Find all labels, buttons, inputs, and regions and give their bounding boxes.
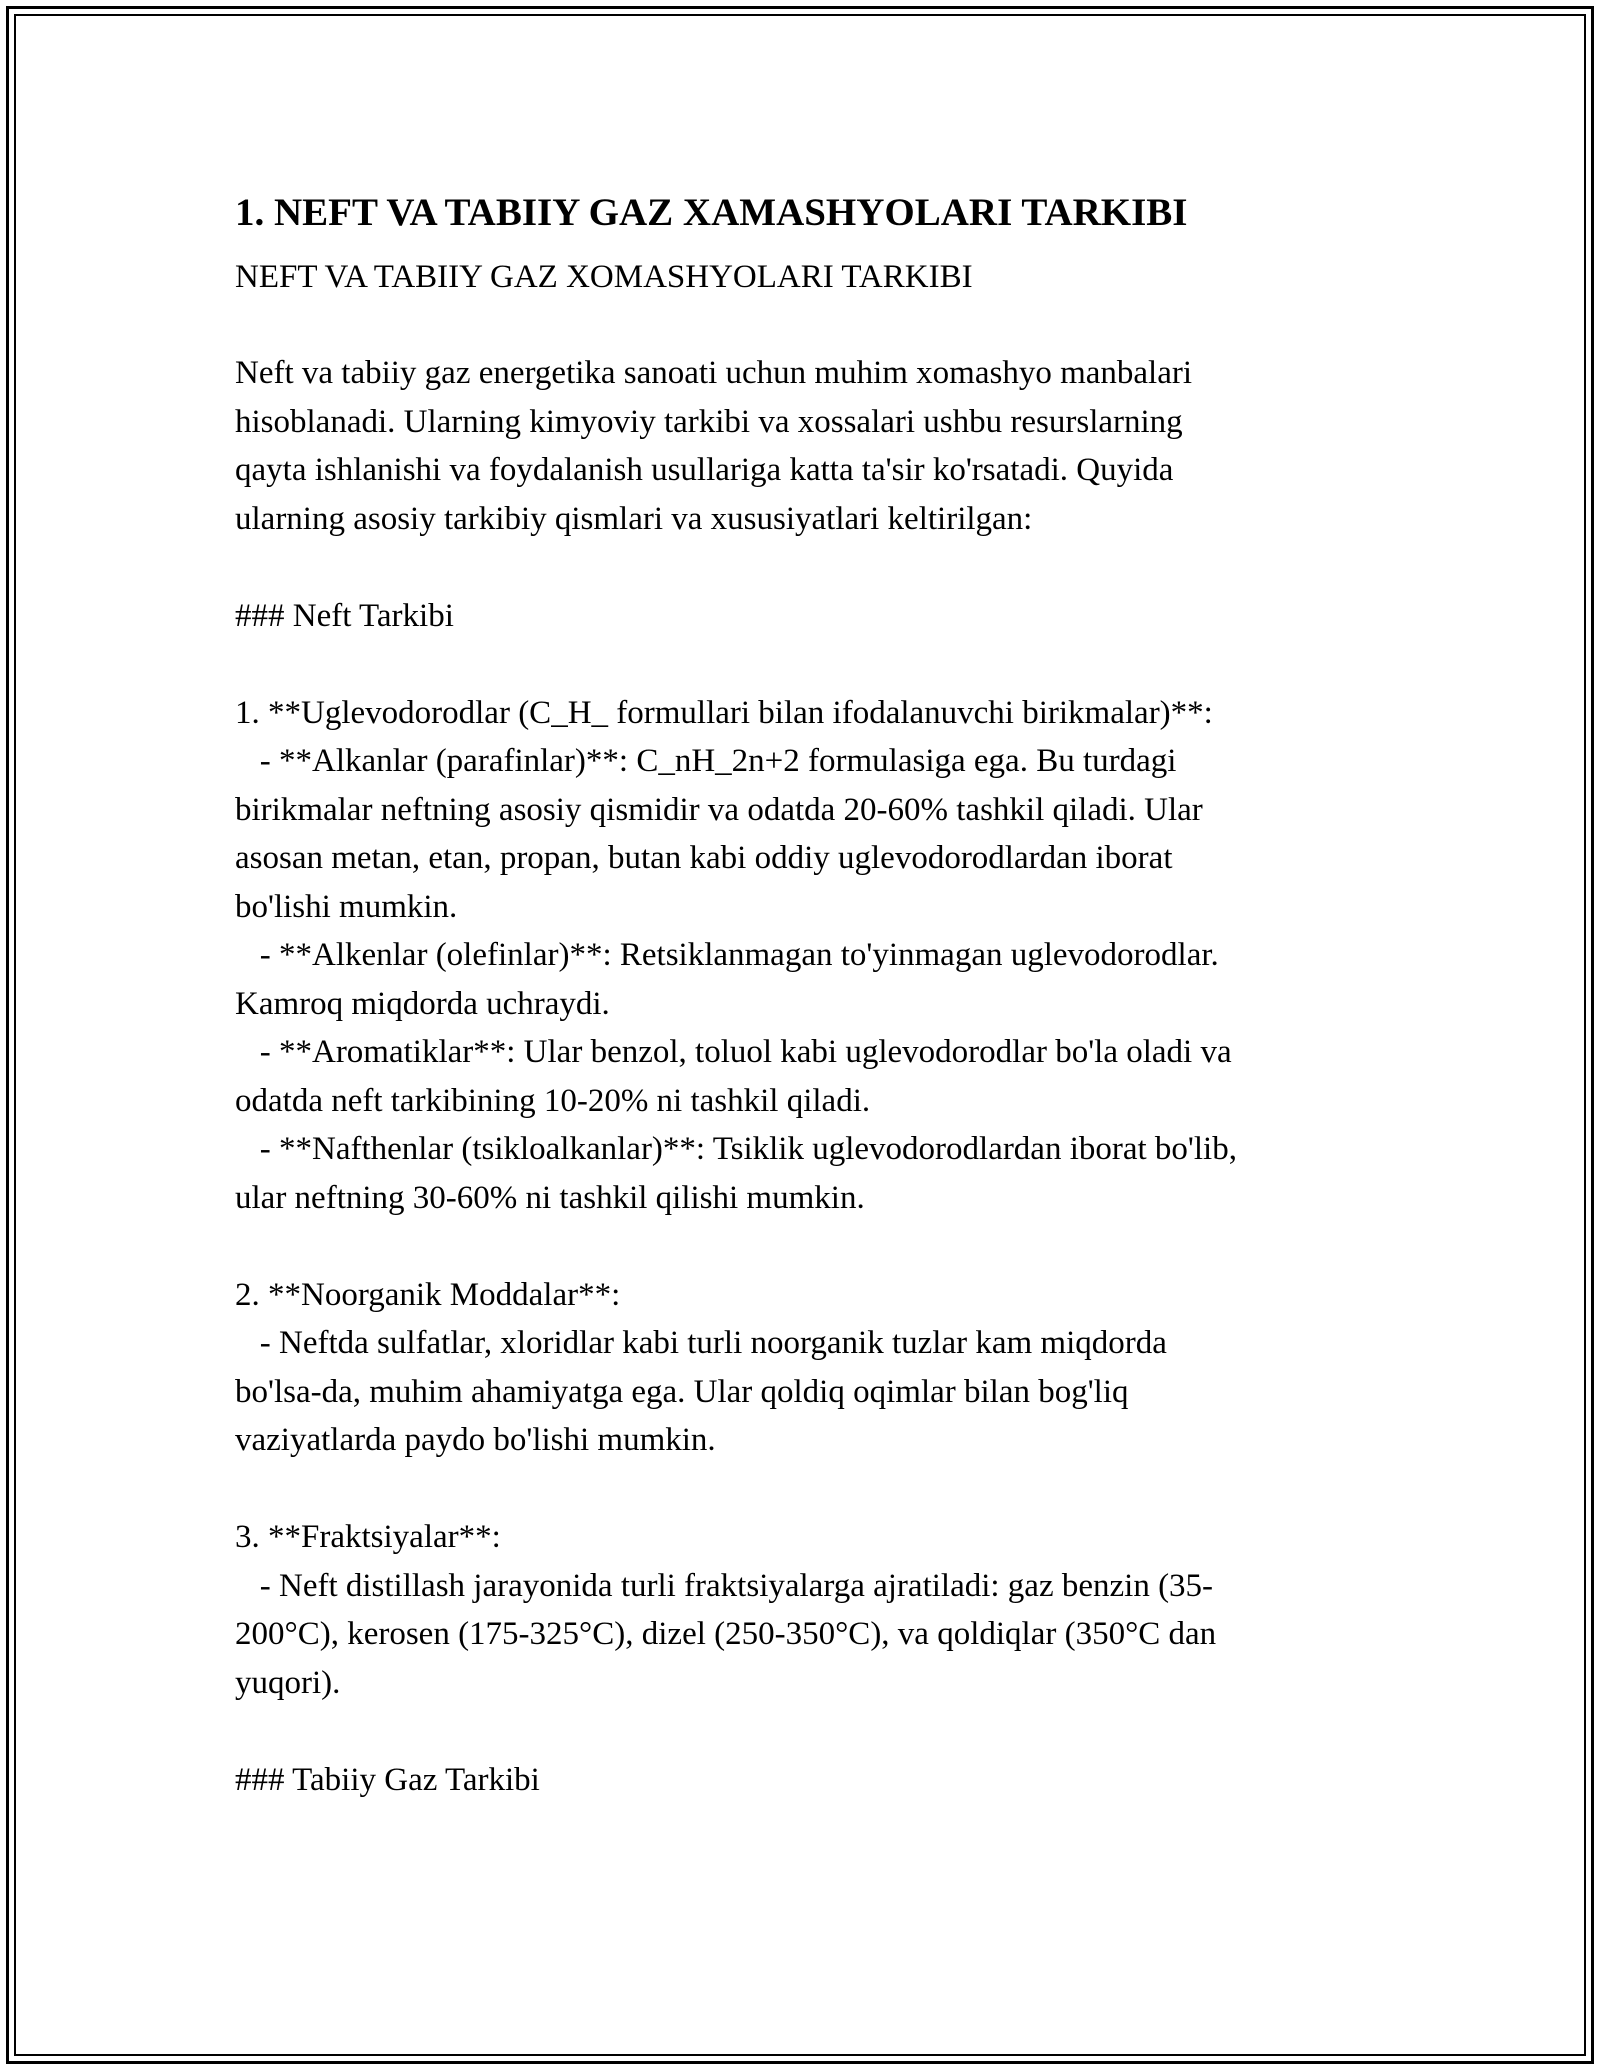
text-line: - **Alkenlar (olefinlar)**: Retsiklanmagan to'yinmagan uglevodorodlar.: [235, 937, 1219, 973]
intro-paragraph: [235, 349, 1375, 543]
text-line: 3. **Fraktsiyalar**:: [235, 1519, 501, 1555]
text-line: - **Alkanlar (parafinlar)**: C_nH_2n+2 formulasiga ega. Bu turdagi: [235, 743, 1177, 779]
text-line: 1. **Uglevodorodlar (C_H_ formullari bilan ifodalanuvchi birikmalar)**:: [235, 694, 1213, 731]
document-heading: 1. NEFT VA TABIIY GAZ XAMASHYOLARI TARKIBI: [235, 191, 1188, 234]
text-line: yuqori).: [235, 1664, 341, 1701]
document-body: [235, 185, 1375, 1804]
text-line: Kamroq miqdorda uchraydi.: [235, 985, 610, 1022]
list-item-fraktsiyalar: [235, 1513, 1375, 1707]
text-line: asosan metan, etan, propan, butan kabi oddiy uglevodorodlardan iborat: [235, 840, 1173, 876]
text-line: ular neftning 30-60% ni tashkil qilishi mumkin.: [235, 1179, 865, 1216]
paragraph-spacer: [235, 640, 1375, 689]
text-line: hisoblanadi. Ularning kimyoviy tarkibi va xossalari ushbu resurslarning: [235, 403, 1183, 440]
paragraph-spacer: [235, 301, 1375, 349]
list-item-noorganik-moddalar: [235, 1271, 1375, 1465]
text-line: Neft va tabiiy gaz energetika sanoati uchun muhim xomashyo manbalari: [235, 355, 1193, 391]
document-subtitle: NEFT VA TABIIY GAZ XOMASHYOLARI TARKIBI: [235, 259, 973, 295]
text-line: - **Nafthenlar (tsikloalkanlar)**: Tsiklik uglevodorodlardan iborat bo'lib,: [235, 1131, 1237, 1167]
text-line: 2. **Noorganik Moddalar**:: [235, 1276, 621, 1313]
list-item-uglevodorodlar: [235, 689, 1375, 1223]
text-line: - Neftda sulfatlar, xloridlar kabi turli noorganik tuzlar kam miqdorda: [235, 1325, 1167, 1361]
text-line: ularning asosiy tarkibiy qismlari va xususiyatlari keltirilgan:: [235, 500, 1033, 537]
text-line: - **Aromatiklar**: Ular benzol, toluol kabi uglevodorodlar bo'la oladi va: [235, 1034, 1232, 1070]
section-heading-neft: ### Neft Tarkibi: [235, 597, 454, 634]
text-line: vaziyatlarda paydo bo'lishi mumkin.: [235, 1422, 716, 1458]
text-line: qayta ishlanishi va foydalanish usullariga katta ta'sir ko'rsatadi. Quyida: [235, 452, 1174, 488]
text-line: birikmalar neftning asosiy qismidir va odatda 20-60% tashkil qiladi. Ular: [235, 791, 1203, 828]
text-line: bo'lishi mumkin.: [235, 888, 458, 925]
text-line: - Neft distillash jarayonida turli fraktsiyalarga ajratiladi: gaz benzin (35-: [235, 1567, 1214, 1604]
text-line: odatda neft tarkibining 10-20% ni tashkil qiladi.: [235, 1082, 871, 1119]
text-line: bo'lsa-da, muhim ahamiyatga ega. Ular qoldiq oqimlar bilan bog'liq: [235, 1373, 1129, 1410]
paragraph-spacer: [235, 543, 1375, 592]
paragraph-spacer: [235, 1465, 1375, 1514]
paragraph-spacer: [235, 1707, 1375, 1756]
section-heading-tabiiy-gaz: ### Tabiiy Gaz Tarkibi: [235, 1761, 540, 1798]
paragraph-spacer: [235, 1222, 1375, 1271]
text-line: 200°C), kerosen (175-325°C), dizel (250-350°C), va qoldiqlar (350°C dan: [235, 1616, 1217, 1652]
